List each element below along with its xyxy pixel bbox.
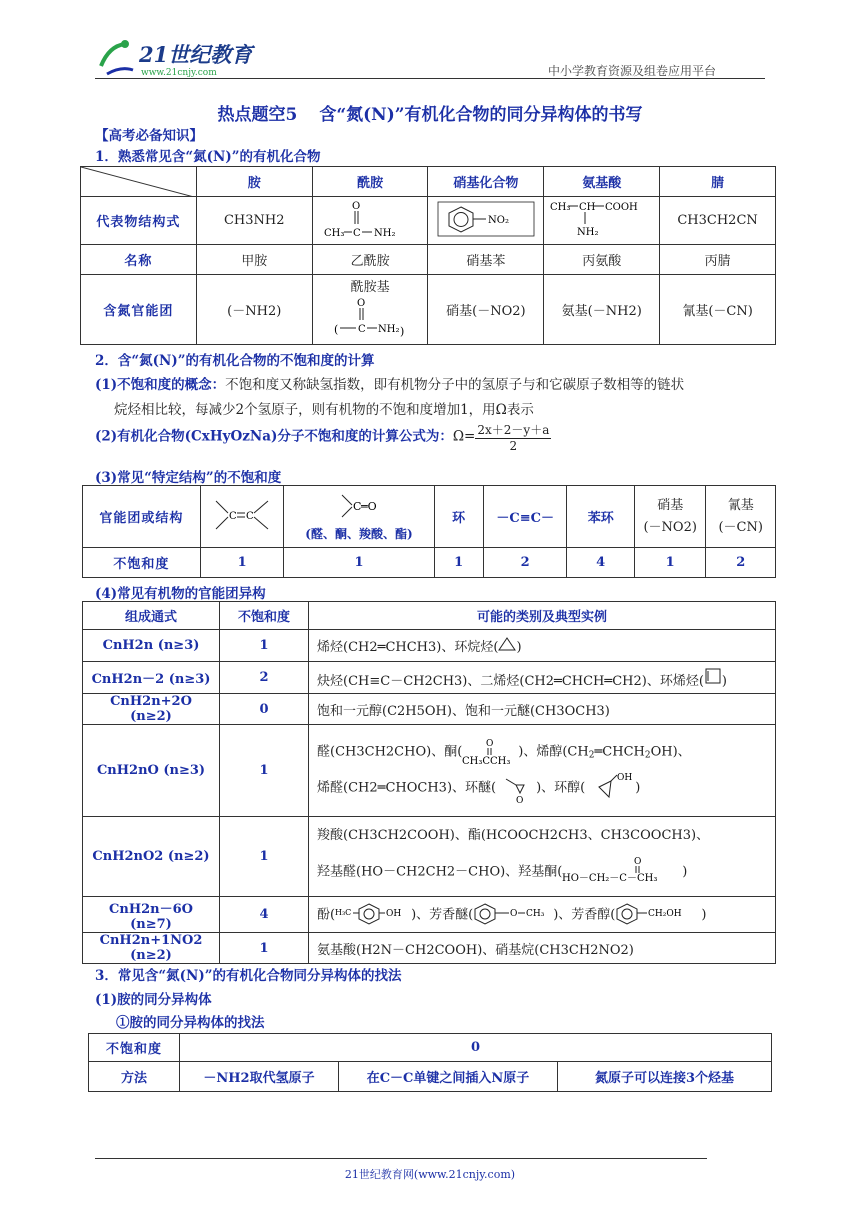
row-label-name: 名称 <box>81 245 197 275</box>
formula-row-3: CnH2n+2O (n≥2) <box>83 694 220 725</box>
u-row-5: 1 <box>220 817 309 897</box>
svg-text:O: O <box>634 857 642 867</box>
u-row-2: 2 <box>220 662 309 694</box>
group-amino: (－NH2) <box>196 275 312 345</box>
svg-text:NH₂: NH₂ <box>378 324 400 335</box>
u-nitro: 1 <box>634 548 706 578</box>
ex-row-7: 氨基酸(H2N－CH2COOH)、硝基烷(CH3CH2NO2) <box>309 933 776 964</box>
name-nitrobenzene: 硝基苯 <box>428 245 544 275</box>
anisole-structure <box>473 902 553 928</box>
u-ring: 1 <box>434 548 483 578</box>
cyclobutene-icon <box>704 667 722 685</box>
t4-value: 0 <box>180 1034 772 1062</box>
row-label-structure: 代表物结构式 <box>81 197 197 245</box>
header-nitrile: 腈 <box>660 167 776 197</box>
group-amide: 酰胺基 O ( C NH₂ ) <box>312 275 428 345</box>
svg-text:O: O <box>486 738 494 749</box>
svg-text:NH₂: NH₂ <box>576 226 599 238</box>
svg-text:C: C <box>352 500 362 513</box>
row-label-group: 含氮官能团 <box>81 275 197 345</box>
t3-header-examples: 可能的类别及典型实例 <box>309 602 776 630</box>
u-row-7: 1 <box>220 933 309 964</box>
svg-text:C: C <box>353 227 361 239</box>
cyclopropanol-icon <box>585 771 635 805</box>
formula-row-6: CnH2n－6O (n≥7) <box>83 897 220 933</box>
logo-url: www.21cnjy.com <box>141 68 217 78</box>
formula-row-2: CnH2n－2 (n≥3) <box>83 662 220 694</box>
svg-text:HO－CH₂－C－CH₃: HO－CH₂－C－CH₃ <box>562 873 658 884</box>
t2-label-unsaturation: 不饱和度 <box>83 548 201 578</box>
group-nitro: 硝基(－NO2) <box>428 275 544 345</box>
svg-text:CH: CH <box>578 201 596 213</box>
svg-text:CH₂OH: CH₂OH <box>648 908 682 919</box>
method-2: 在C－C单键之间插入N原子 <box>339 1062 558 1092</box>
u-row-3: 0 <box>220 694 309 725</box>
t3-header-formula: 组成通式 <box>83 602 220 630</box>
struct-methylamine: CH3NH2 <box>196 197 312 245</box>
formula-row-4: CnH2nO (n≥3) <box>83 725 220 817</box>
struct-alanine <box>544 197 660 245</box>
header-nitro: 硝基化合物 <box>428 167 544 197</box>
header-amino-acid: 氨基酸 <box>544 167 660 197</box>
footer-divider <box>95 1158 707 1159</box>
u-cyano: 2 <box>706 548 776 578</box>
formula-row-5: CnH2nO2 (n≥2) <box>83 817 220 897</box>
unsaturation-concept-cont: 烷烃相比较，每减少2个氢原子，则有机物的不饱和度增加1，用Ω表示 <box>114 402 534 418</box>
ex-row-4: 醛(CH3CH2CHO)、酮( O CH₃CCH₃ )、烯醇$(CH_2═CHCH_2OH)$、 烯醛(CH2═CHOCH3)、环醚( O )、环醇( OH ) <box>309 725 776 817</box>
svg-text:CH₃: CH₃ <box>549 201 571 213</box>
formula-row-1: CnH2n (n≥3) <box>83 630 220 662</box>
section-knowledge: 【高考必备知识】 <box>95 128 203 144</box>
struct-nitrobenzene <box>428 197 544 245</box>
formula-fraction: $\frac{2x+2-y+a}{2}$ <box>477 423 550 453</box>
cell-carbonyl: C ═O (醛、酮、羧酸、酯) <box>284 486 434 548</box>
name-methylamine: 甲胺 <box>196 245 312 275</box>
section-2-3-heading: (3)常见“特定结构”的不饱和度 <box>95 470 282 486</box>
cell-alkene <box>200 486 284 548</box>
u-carbonyl: 1 <box>284 548 434 578</box>
header-platform-text: 中小学教育资源及组卷应用平台 <box>548 64 717 78</box>
isomer-table <box>82 601 776 964</box>
t4-label-unsaturation: 不饱和度 <box>89 1034 180 1062</box>
logo <box>95 36 265 80</box>
nitrogen-compounds-table <box>80 166 776 345</box>
name-acetamide: 乙酰胺 <box>312 245 428 275</box>
header-divider <box>95 78 765 79</box>
ex-row-6: 酚( H₃C OH )、芳香醚( O CH₃ )、芳香醇( CH₂OH ) <box>309 897 776 933</box>
page-title: 热点题空5 含“氮(N)”有机化合物的同分异构体的书写 <box>217 105 643 125</box>
svg-text:C: C <box>246 510 254 522</box>
name-propionitrile: 丙腈 <box>660 245 776 275</box>
svg-text:OH: OH <box>617 772 633 783</box>
svg-text:O: O <box>516 795 524 805</box>
svg-text:O: O <box>357 298 366 309</box>
svg-text:NH₂: NH₂ <box>374 227 396 239</box>
unsaturation-formula: (2)有机化合物(CxHyOzNa)分子不饱和度的计算公式为：Ω= $\frac{2x+2-y+a}{2}$ <box>95 423 550 453</box>
cell-triple-bond: －C≡C－ <box>483 486 567 548</box>
u-row-4: 1 <box>220 725 309 817</box>
svg-text:COOH: COOH <box>604 201 638 213</box>
group-cyano: 氰基(－CN) <box>660 275 776 345</box>
name-alanine: 丙氨酸 <box>544 245 660 275</box>
ex-row-2: 炔烃(CH≡C－CH2CH3)、二烯烃(CH2═CHCH═CH2)、环烯烃( ) <box>309 662 776 694</box>
cyclopropane-icon <box>498 637 516 651</box>
cresol-structure <box>335 902 411 928</box>
section-1-heading: 1．熟悉常见含“氮(N)”的有机化合物 <box>95 149 321 165</box>
u-alkene: 1 <box>200 548 284 578</box>
svg-text:O: O <box>352 200 361 212</box>
group-amino-acid: 氨基(－NH2) <box>544 275 660 345</box>
svg-text:H₃C: H₃C <box>335 907 352 917</box>
cell-benzene: 苯环 <box>567 486 634 548</box>
section-3-heading: 3．常见含“氮(N)”的有机化合物同分异构体的找法 <box>95 968 402 984</box>
ex-row-5: 羧酸(CH3CH2COOH)、酯(HCOOCH2CH3、CH3COOCH3)、 羟基醛(HO－CH2CH2－CHO)、羟基酮( HO－CH₂－C－CH₃ O ) <box>309 817 776 897</box>
svg-text:NO₂: NO₂ <box>487 214 509 226</box>
u-benzene: 4 <box>567 548 634 578</box>
t3-header-unsaturation: 不饱和度 <box>220 602 309 630</box>
header-amine: 胺 <box>196 167 312 197</box>
hydroxyketone-structure <box>562 855 682 889</box>
svg-text:CH₃: CH₃ <box>324 227 345 239</box>
svg-text:(: ( <box>334 323 339 336</box>
svg-text:═O: ═O <box>360 500 377 513</box>
cell-cyano: 氰基 (－CN) <box>706 486 776 548</box>
section-2-heading: 2．含“氮(N)”的有机化合物的不饱和度的计算 <box>95 353 375 369</box>
method-3: 氮原子可以连接3个烃基 <box>558 1062 772 1092</box>
section-2-4-heading: (4)常见有机物的官能团异构 <box>95 586 266 602</box>
svg-text:): ) <box>400 325 405 338</box>
svg-text:C: C <box>229 510 237 522</box>
u-row-1: 1 <box>220 630 309 662</box>
unsaturation-table <box>82 485 776 578</box>
formula-row-7: CnH2n+1NO2 (n≥2) <box>83 933 220 964</box>
section-3-1-heading: (1)胺的同分异构体 <box>95 992 212 1008</box>
diagonal-cell <box>81 167 197 197</box>
section-3-1a-heading: ①胺的同分异构体的找法 <box>116 1015 265 1031</box>
t4-label-method: 方法 <box>89 1062 180 1092</box>
method-1: －NH2取代氢原子 <box>180 1062 339 1092</box>
svg-text:CH₃CCH₃: CH₃CCH₃ <box>462 755 511 767</box>
benzyl-alcohol-structure <box>615 902 701 928</box>
footer-text: 21世纪教育网(www.21cnjy.com) <box>344 1168 516 1181</box>
unsaturation-concept: (1)不饱和度的概念：不饱和度又称缺氢指数，即有机物分子中的氢原子与和它碳原子数相等的链状 <box>95 377 685 393</box>
t2-label-structure: 官能团或结构 <box>83 486 201 548</box>
u-triple: 2 <box>483 548 567 578</box>
header-amide: 酰胺 <box>312 167 428 197</box>
amine-method-table <box>88 1033 772 1092</box>
svg-text:OH: OH <box>386 908 402 919</box>
epoxide-icon <box>496 771 536 805</box>
svg-text:O: O <box>510 908 518 919</box>
svg-text:CH₃: CH₃ <box>526 908 545 919</box>
acetone-structure <box>462 737 518 767</box>
ex-row-3: 饱和一元醇(C2H5OH)、饱和一元醚(CH3OCH3) <box>309 694 776 725</box>
svg-text:C: C <box>358 324 366 335</box>
cell-ring: 环 <box>434 486 483 548</box>
ex-row-1: 烯烃(CH2═CHCH3)、环烷烃( ) <box>309 630 776 662</box>
cell-nitro: 硝基 (－NO2) <box>634 486 706 548</box>
struct-acetamide <box>312 197 428 245</box>
logo-text: 21世纪教育 <box>139 42 253 67</box>
struct-propionitrile: CH3CH2CN <box>660 197 776 245</box>
u-row-6: 4 <box>220 897 309 933</box>
